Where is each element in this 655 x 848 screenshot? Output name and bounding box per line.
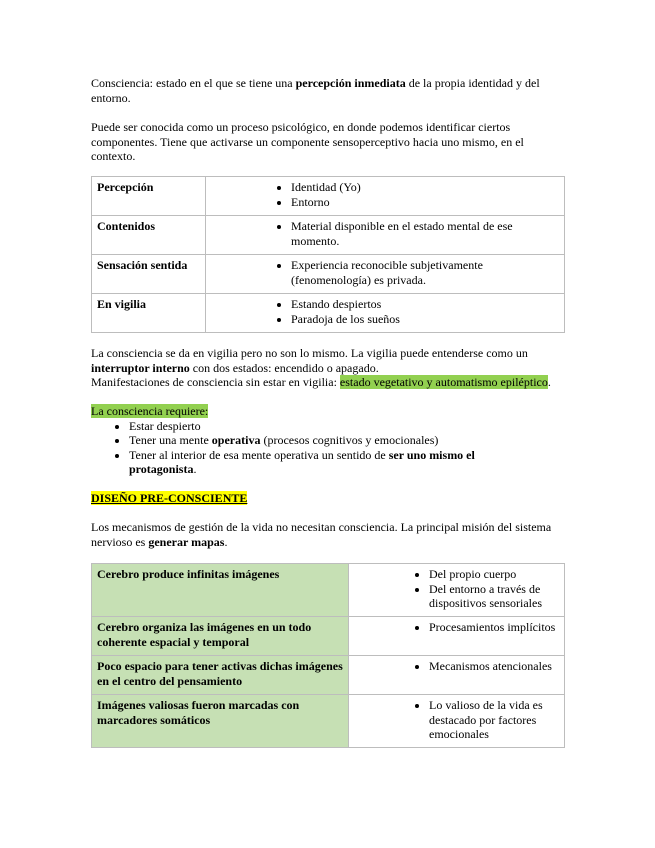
list-item: • Tener una mente operativa (procesos cognitivos y emocionales)	[129, 433, 499, 448]
list-item: • Del propio cuerpo	[429, 567, 559, 582]
intro-paragraph-1	[91, 76, 569, 105]
row-items	[349, 695, 565, 748]
row-label: En vigilia	[92, 294, 206, 333]
list-item: • Identidad (Yo)	[291, 180, 559, 195]
row-items	[349, 564, 565, 617]
table-row	[92, 695, 565, 748]
intro-paragraph-2	[91, 120, 569, 164]
intro-bold-term: percepción inmediata	[295, 76, 406, 90]
table-consciencia-components	[91, 176, 565, 333]
table-row	[92, 294, 565, 333]
highlight-green: estado vegetativo y automatismo epiléptico	[339, 375, 548, 389]
table-row	[92, 617, 565, 656]
table-row	[92, 656, 565, 695]
row-items	[206, 216, 565, 255]
list-item: • Lo valioso de la vida es destacado por factores emocionales	[429, 698, 559, 742]
row-items	[349, 617, 565, 656]
requiere-list	[91, 419, 499, 477]
intro-text-end: de la propia identidad y del entorno.	[91, 76, 540, 105]
list-item: • Estar despierto	[129, 419, 499, 434]
row-label: Sensación sentida	[92, 255, 206, 294]
table-row	[92, 255, 565, 294]
list-item: • Tener al interior de esa mente operativa un sentido de ser uno mismo el protagonista.	[129, 448, 499, 477]
row-items	[349, 656, 565, 695]
row-items	[206, 294, 565, 333]
requiere-block	[91, 404, 569, 477]
list-item: • Estando despiertos	[291, 297, 559, 312]
row-label: Imágenes valiosas fueron marcadas con marcadores somáticos	[92, 695, 349, 748]
row-items	[206, 255, 565, 294]
section-title: DISEÑO PRE-CONSCIENTE	[91, 491, 248, 505]
requiere-heading: La consciencia requiere:	[91, 404, 209, 418]
intro-text: Consciencia: estado en el que se tiene una	[91, 76, 296, 90]
list-item: • Experiencia reconocible subjetivamente (fenomenología) es privada.	[291, 258, 559, 287]
list-item: • Paradoja de los sueños	[291, 312, 559, 327]
row-label: Cerebro produce infinitas imágenes	[92, 564, 349, 617]
list-item: • Del entorno a través de dispositivos sensoriales	[429, 582, 559, 611]
vigilia-paragraph: La consciencia se da en vigilia pero no son lo mismo. La vigilia puede entenderse como un interruptor interno con dos estados: encendido o apagado. Manifestaciones de consciencia sin estar en vigilia: estado vegetativo y automatismo epiléptico.	[91, 346, 551, 389]
list-item: • Material disponible en el estado mental de ese momento.	[291, 219, 559, 248]
row-label: Cerebro organiza las imágenes en un todo coherente espacial y temporal	[92, 617, 349, 656]
row-label: Contenidos	[92, 216, 206, 255]
intro-p2-text: Puede ser conocida como un proceso psicológico, en donde podemos identificar ciertos componentes. Tiene que activarse un componente sensoperceptivo hacia uno mismo, en el contexto.	[91, 120, 524, 163]
table-row	[92, 216, 565, 255]
table-row	[92, 564, 565, 617]
list-item: • Mecanismos atencionales	[429, 659, 559, 674]
row-label: Percepción	[92, 177, 206, 216]
section2-paragraph: Los mecanismos de gestión de la vida no necesitan consciencia. La principal misión del sistema nervioso es generar mapas.	[91, 520, 552, 549]
table-row	[92, 177, 565, 216]
row-items	[206, 177, 565, 216]
table-pre-consciente	[91, 563, 565, 748]
list-item: • Entorno	[291, 195, 559, 210]
row-label: Poco espacio para tener activas dichas imágenes en el centro del pensamiento	[92, 656, 349, 695]
list-item: • Procesamientos implícitos	[429, 620, 559, 635]
